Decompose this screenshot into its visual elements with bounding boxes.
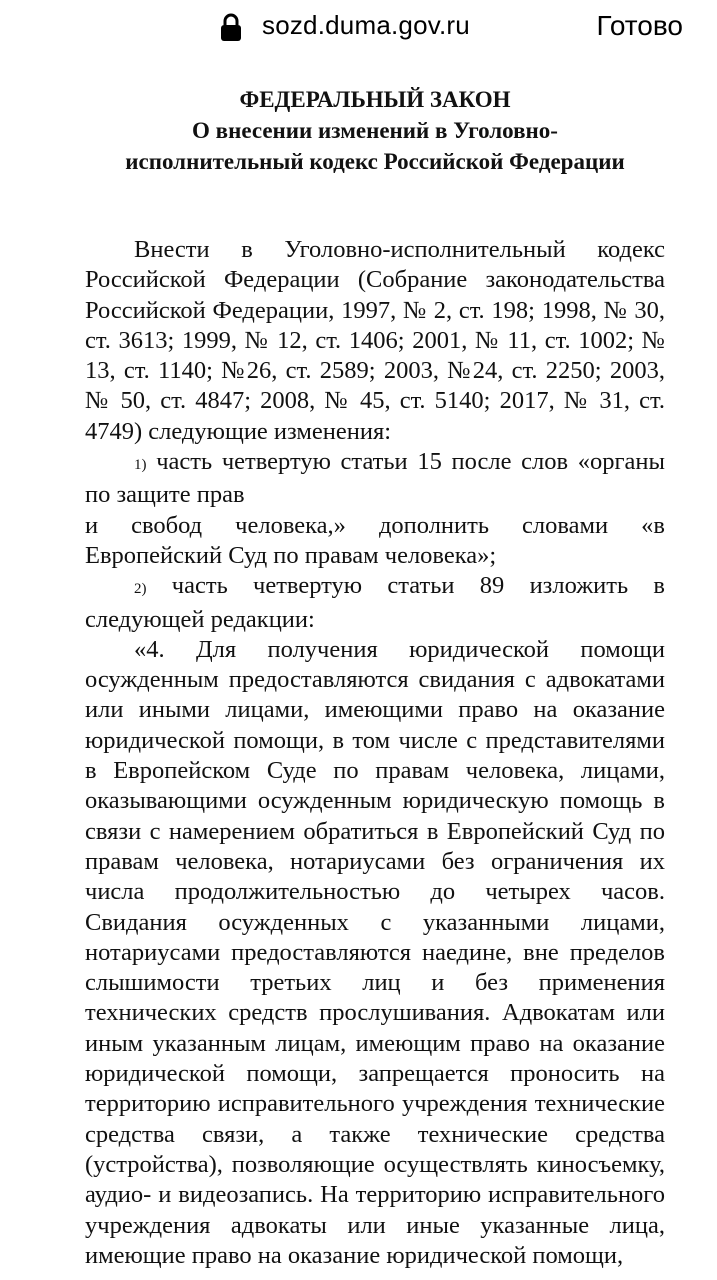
document-title [85, 84, 665, 177]
item-2 [85, 571, 665, 635]
title-line-2: О внесении изменений в Уголовно- [192, 118, 558, 143]
item-2-number: 2) [134, 581, 147, 598]
browser-toolbar [0, 0, 717, 56]
item-1-continuation: и свобод человека,» дополнить словами «в Европейский Суд по правам человека»; [85, 511, 665, 569]
item-1-number: 1) [134, 457, 147, 474]
title-line-1: ФЕДЕРАЛЬНЫЙ ЗАКОН [239, 87, 511, 112]
document-body [85, 84, 665, 1271]
item-1-text-line1: часть четвертую статьи 15 после слов «органы по защите прав [85, 448, 665, 509]
item-2-text: часть четвертую статьи 89 изложить в следующей редакции: [85, 572, 665, 633]
address-bar-url[interactable]: sozd.duma.gov.ru [262, 10, 470, 40]
done-button[interactable]: Готово [596, 10, 683, 41]
intro-paragraph: Внести в Уголовно-исполнительный кодекс Российской Федерации (Собрание законодательства Российской Федерации, 1997, № 2, ст. 198; 1998, № 30, ст. 3613; 1999, № 12, ст. 1406; 2001, № 11, ст. 1002; № 13, ст. 1140; №26, ст. 2589; 2003, №24, ст. 2250; 2003, № 50, ст. 4847; 2008, № 45, ст. 5140; 2017, № 31, ст. 4749) следующие изменения: [85, 236, 665, 445]
title-line-3: исполнительный кодекс Российской Федерации [125, 149, 625, 174]
item-1 [85, 447, 665, 511]
lock-icon [219, 12, 243, 42]
quoted-paragraph: «4. Для получения юридической помощи осужденным предоставляются свидания с адвокатами или иными лицами, имеющими право на оказание юридической помощи, в том числе с представителями в Европейском Суде по правам человека, лицами, оказывающими осужденным юридическую помощь в связи с намерением обратиться в Европейский Суд по правам человека, нотариусами без ограничения их числа продолжительностью до четырех часов. Свидания осужденных с указанными лицами, нотариусами предоставляются наедине, вне пределов слышимости третьих лиц и без применения технических средств прослушивания. Адвокатам или иным указанным лицам, имеющим право на оказание юридической помощи, запрещается проносить на территорию исправительного учреждения технические средства связи, а также технические средства (устройства), позволяющие осуществлять киносъемку, аудио- и видеозапись. На территорию исправительного учреждения адвокаты или иные указанные лица, имеющие право на оказание юридической помощи, [85, 635, 665, 1269]
